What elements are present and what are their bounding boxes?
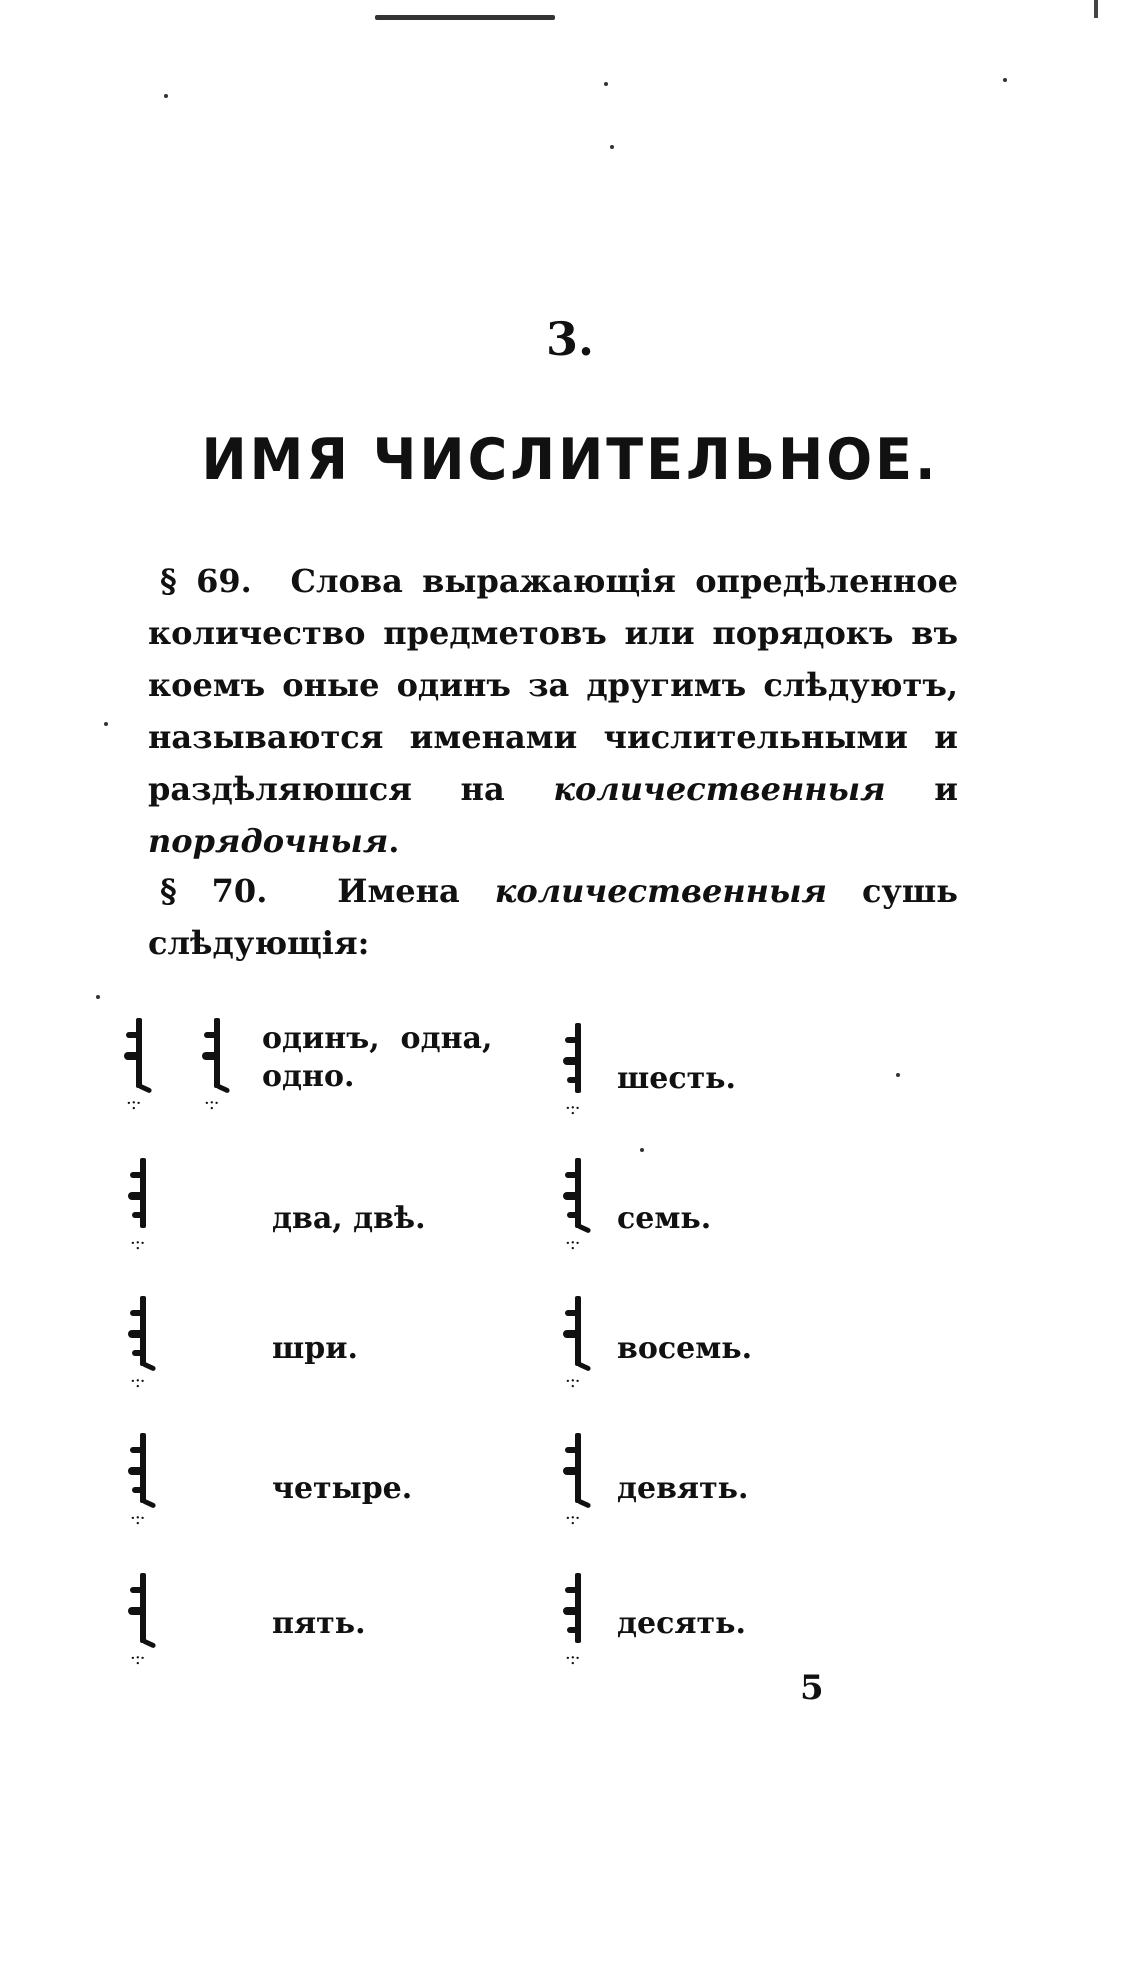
mongolian-numeral-glyph: ·:· [198,1010,238,1120]
numeral-row-2 [120,1150,560,1260]
paragraph-69 [148,555,958,867]
numeral-label-line: одинъ, одна, [262,1021,493,1056]
numeral-label: девять. [617,1471,749,1506]
mongolian-numeral-glyph: ·:· [559,1565,599,1675]
numeral-label: восемь. [617,1331,753,1366]
italic-term: количественныя [494,872,828,910]
section-number: 3. [545,312,595,366]
numeral-row-7 [545,1150,945,1260]
numeral-row-9 [545,1425,945,1535]
mongolian-numeral-glyph: ·:· [559,1015,599,1125]
numeral-row-5 [120,1565,560,1675]
mongolian-numeral-glyph: ·:· [124,1425,164,1535]
speck [610,145,614,149]
page-number: 5 [800,1668,824,1708]
speck [164,94,168,98]
mongolian-numeral-glyph: ·:· [559,1150,599,1260]
paragraph-text: Слова выражающія опредѣленное количество предметовъ или порядокъ въ коемъ оные одинъ за другимъ слѣдуютъ, называются именами числительными и раздѣляюшся на [148,562,959,808]
chapter-title: ИМЯ ЧИСЛИТЕЛЬНОЕ. [201,426,939,493]
mongolian-numeral-glyph: ·:· [559,1425,599,1535]
paragraph-70 [148,865,958,969]
numeral-row-6 [545,1015,945,1125]
numeral-label: десять. [617,1606,746,1641]
numeral-row-1 [120,1010,560,1120]
paragraph-text: . [388,822,400,860]
numeral-label: шри. [272,1331,358,1366]
italic-term: количественныя [553,770,886,808]
numeral-row-10 [545,1565,945,1675]
numeral-label: четыре. [272,1471,413,1506]
numeral-row-8 [545,1288,945,1398]
paragraph-text: и [885,770,959,808]
numeral-label: шесть. [617,1061,736,1096]
mongolian-numeral-glyph: ·:· [559,1288,599,1398]
numeral-label: семь. [617,1201,712,1236]
paragraph-text: Имена [337,872,495,910]
paragraph-text: сушь слѣдующія: [148,872,959,962]
top-edge-mark [1094,0,1098,18]
numeral-row-4 [120,1425,560,1535]
mongolian-numeral-glyph: ·:· [124,1288,164,1398]
mongolian-numeral-glyph: ·:· [124,1565,164,1675]
numeral-row-3 [120,1288,560,1398]
italic-term: порядочныя [148,822,389,860]
numeral-label: пять. [272,1606,366,1641]
speck [96,995,100,999]
numeral-label: два, двѣ. [272,1201,426,1236]
top-edge-mark [375,15,555,20]
speck [104,722,108,726]
mongolian-numeral-glyph: ·:· [124,1150,164,1260]
paragraph-mark: § 70. [160,872,268,910]
paragraph-mark: § 69. [160,562,252,600]
mongolian-numeral-glyph: ·:· [120,1010,160,1120]
speck [1003,78,1007,82]
numeral-label-line: одно. [262,1059,355,1094]
speck [604,82,608,86]
